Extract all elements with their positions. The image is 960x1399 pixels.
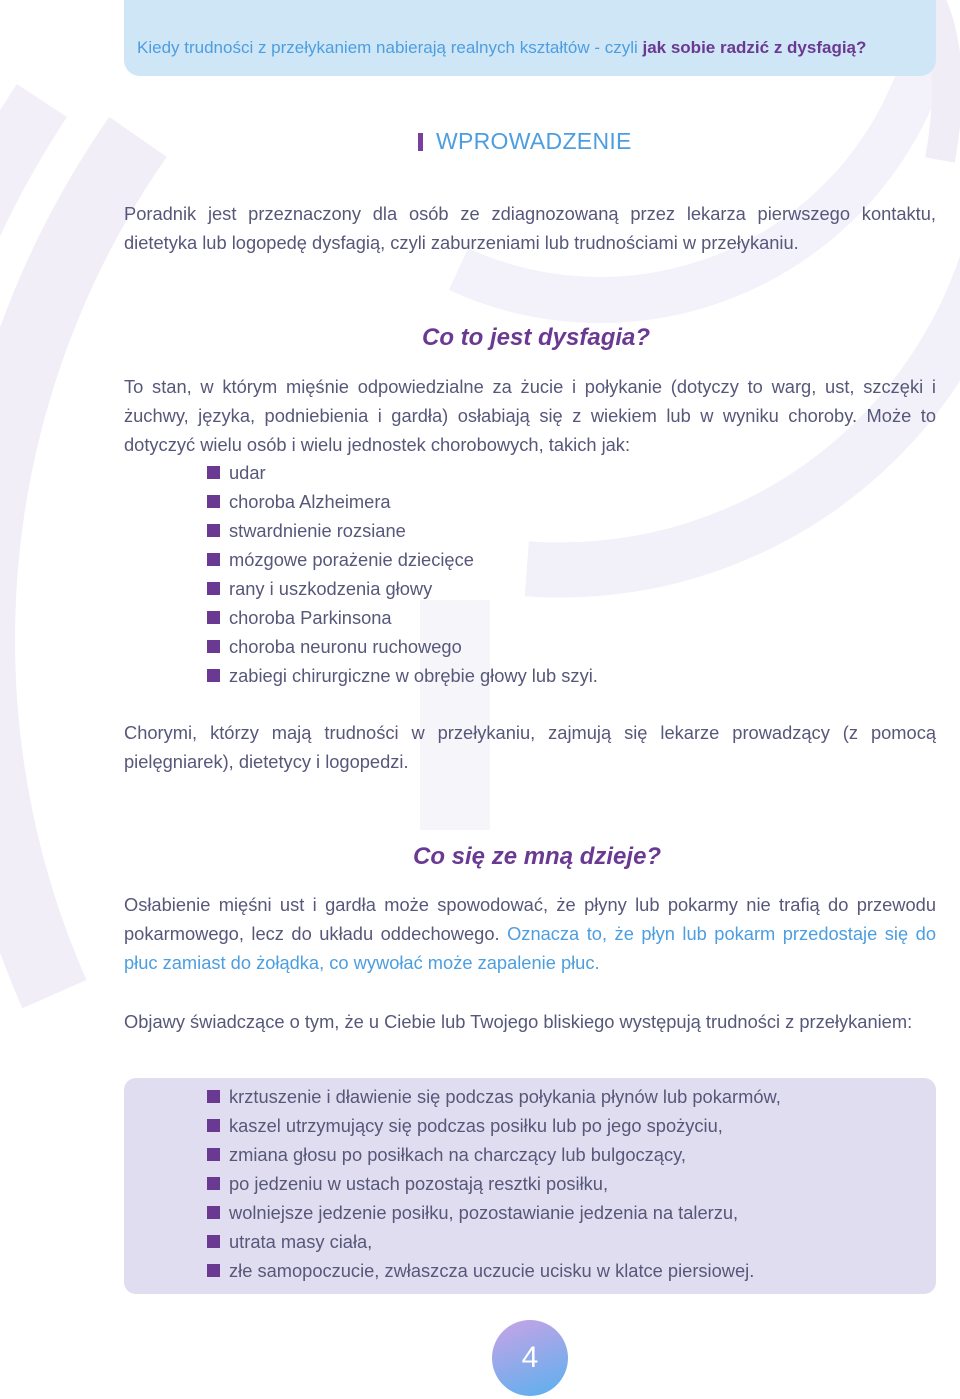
page-number: 4 [521,1341,539,1374]
condition-item-text: mózgowe porażenie dziecięce [229,548,474,570]
square-bullet-icon [207,669,220,682]
care-paragraph: Chorymi, którzy mają trudności w przełykaniu, zajmują się lekarze prowadzący (z pomocą pielęgniarek), dietetycy i logopedzi. [124,722,936,772]
symptom-item-text: wolniejsze jedzenie posiłku, pozostawianie jedzenia na talerzu, [229,1201,739,1223]
square-bullet-icon [207,1148,220,1161]
what-happens-paragraph [124,890,936,977]
square-bullet-icon [207,495,220,508]
symptoms-list [207,1082,781,1285]
section-title-text: WPROWADZENIE [436,128,632,154]
square-bullet-icon [207,1206,220,1219]
symptom-item-text: utrata masy ciała, [229,1230,373,1252]
symptom-item-text: zmiana głosu po posiłkach na charczący lub bulgoczący, [229,1143,686,1165]
symptom-item [207,1140,781,1169]
symptoms-intro: Objawy świadczące o tym, że u Ciebie lub Twojego bliskiego występują trudności z przełykaniem: [124,1011,913,1032]
condition-item [207,661,598,690]
title-bar-marker [418,133,423,151]
condition-item [207,632,598,661]
condition-item [207,603,598,632]
square-bullet-icon [207,582,220,595]
condition-item [207,516,598,545]
what-happens-heading: Co się ze mną dzieje? [413,843,662,870]
symptoms-box [124,1078,936,1294]
condition-item-text: udar [229,461,266,483]
running-header [124,0,936,76]
condition-item [207,545,598,574]
what-happens-highlight: Oznacza to, że płyn lub pokarm przedostaje się do płuc zamiast do żołądka, co wywołać może zapalenie płuc. [124,923,936,973]
what-happens-text: Osłabienie mięśni ust i gardła może spowodować, że płyny lub pokarmy nie trafią do przewodu pokarmowego, lecz do układu oddechowego. [124,894,936,944]
condition-item [207,574,598,603]
square-bullet-icon [207,1264,220,1277]
condition-item [207,487,598,516]
square-bullet-icon [207,1119,220,1132]
page-number-badge [492,1320,568,1396]
symptom-item [207,1227,781,1256]
square-bullet-icon [207,611,220,624]
condition-item-text: stwardnienie rozsiane [229,519,406,541]
conditions-list [207,458,598,690]
square-bullet-icon [207,553,220,566]
symptom-item [207,1169,781,1198]
condition-item-text: zabiegi chirurgiczne w obrębie głowy lub szyi. [229,664,598,686]
symptom-item-text: złe samopoczucie, zwłaszcza uczucie ucisku w klatce piersiowej. [229,1259,755,1281]
symptom-item [207,1198,781,1227]
what-is-paragraph: To stan, w którym mięśnie odpowiedzialne za żucie i połykanie (dotyczy to warg, ust, szczęki i żuchwy, języka, podniebienia i gardła) osłabiają się z wiekiem lub w wyniku choroby. Może to dotyczyć wielu osób i wielu jednostek chorobowych, takich jak: [124,376,936,455]
square-bullet-icon [207,640,220,653]
square-bullet-icon [207,466,220,479]
symptom-item-text: kaszel utrzymujący się podczas posiłku lub po jego spożyciu, [229,1114,723,1136]
symptom-item-text: krztuszenie i dławienie się podczas połykania płynów lub pokarmów, [229,1085,781,1107]
symptom-item-text: po jedzeniu w ustach pozostają resztki posiłku, [229,1172,609,1194]
square-bullet-icon [207,1090,220,1103]
condition-item-text: rany i uszkodzenia głowy [229,577,433,599]
square-bullet-icon [207,1235,220,1248]
condition-item-text: choroba Alzheimera [229,490,391,512]
section-title [418,128,632,155]
condition-item-text: choroba neuronu ruchowego [229,635,462,657]
square-bullet-icon [207,1177,220,1190]
square-bullet-icon [207,524,220,537]
symptom-item [207,1111,781,1140]
header-emphasis: jak sobie radzić z dysfagią? [642,38,867,57]
symptom-item [207,1082,781,1111]
condition-item [207,458,598,487]
symptom-item [207,1256,781,1285]
condition-item-text: choroba Parkinsona [229,606,392,628]
what-is-heading: Co to jest dysfagia? [422,324,651,351]
intro-paragraph: Poradnik jest przeznaczony dla osób ze zdiagnozowaną przez lekarza pierwszego kontaktu, dietetyka lub logopedę dysfagią, czyli zaburzeniami lub trudnościami w przełykaniu. [124,203,936,253]
header-text: Kiedy trudności z przełykaniem nabierają realnych kształtów - czyli [137,38,643,57]
